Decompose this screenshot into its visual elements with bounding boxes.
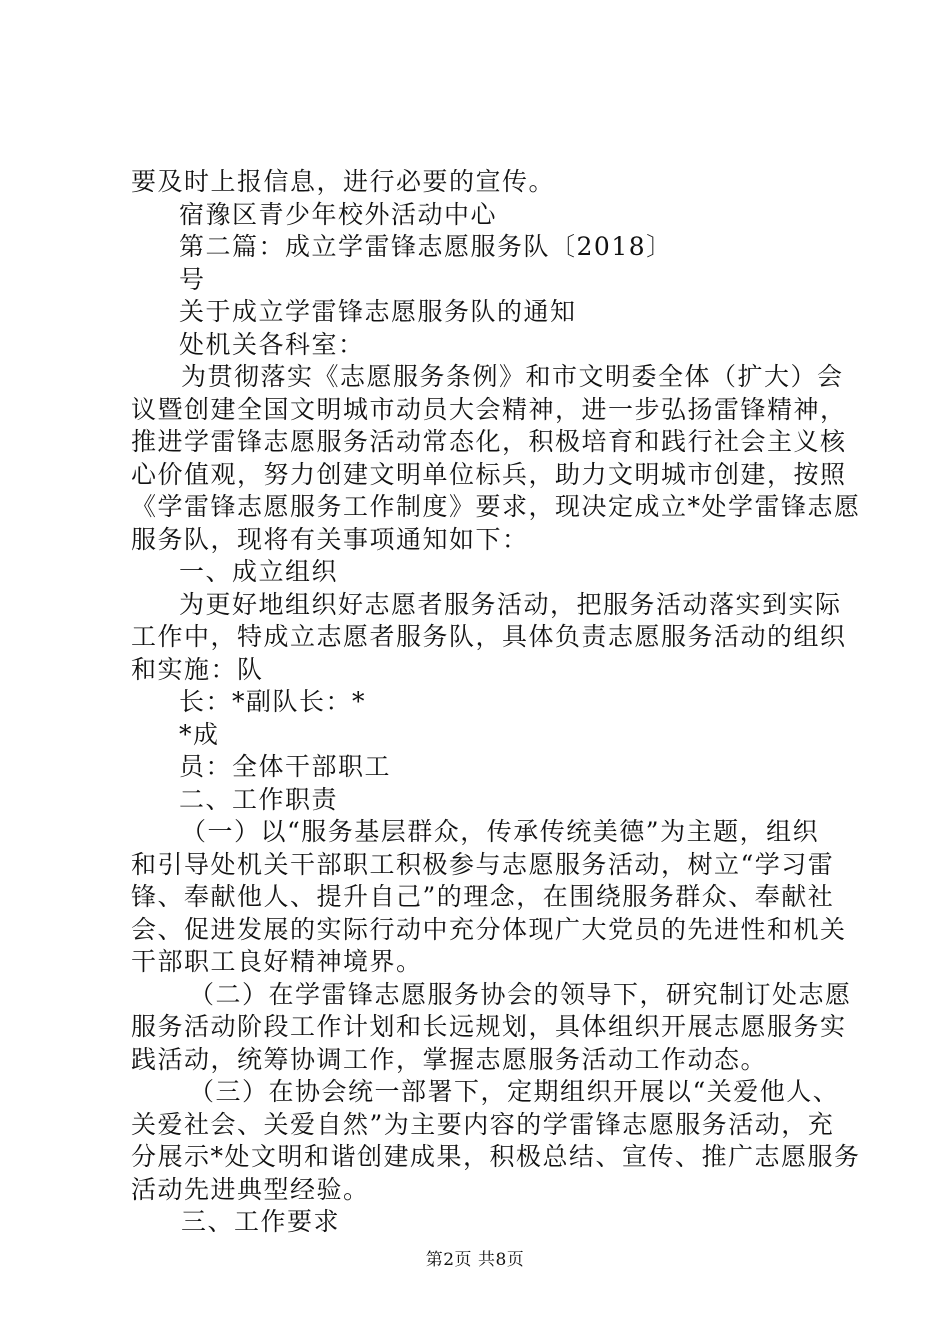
- text-line: 会、促进发展的实际行动中充分体现广大党员的先进性和机关: [131, 914, 847, 944]
- text-line: 分展示*处文明和谐创建成果，积极总结、宣传、推广志愿服务: [131, 1142, 861, 1171]
- text-line: *成: [179, 719, 220, 749]
- text-line: 心价值观，努力创建文明单位标兵，助力文明城市创建，按照: [131, 459, 847, 489]
- text-line: 二、工作职责: [179, 784, 339, 814]
- text-line: 锋、奉献他人、提升自己”的理念，在围绕服务群众、奉献社: [131, 882, 835, 911]
- text-line: 三、工作要求: [181, 1207, 341, 1236]
- text-line: 处机关各科室：: [179, 329, 365, 359]
- text-line: 推进学雷锋志愿服务活动常态化，积极培育和践行社会主义核: [131, 427, 847, 456]
- text-line: 长：*副队长：*: [179, 687, 367, 716]
- text-line: 号: [179, 264, 206, 294]
- text-line: 服务活动阶段工作计划和长远规划，具体组织开展志愿服务实: [131, 1012, 847, 1041]
- text-line: 第二篇：成立学雷锋志愿服务队〔2018〕: [179, 232, 673, 261]
- text-line: 员：全体干部职工: [179, 752, 392, 781]
- text-line: 要及时上报信息，进行必要的宣传。: [131, 167, 556, 196]
- text-line: 关于成立学雷锋志愿服务队的通知: [179, 297, 577, 326]
- text-line: 议暨创建全国文明城市动员大会精神，进一步弘扬雷锋精神，: [131, 394, 847, 424]
- text-line: （三）在协会统一部署下，定期组织开展以“关爱他人、: [189, 1077, 840, 1106]
- text-line: 和引导处机关干部职工积极参与志愿服务活动，树立“学习雷: [131, 849, 835, 879]
- text-line: （一）以“服务基层群众，传承传统美德”为主题，组织: [181, 817, 820, 846]
- text-line: （二）在学雷锋志愿服务协会的领导下，研究制订处志愿: [189, 979, 852, 1009]
- text-line: 《学雷锋志愿服务工作制度》要求，现决定成立*处学雷锋志愿: [131, 492, 861, 521]
- text-line: 干部职工良好精神境界。: [131, 947, 423, 976]
- document-body: [131, 166, 861, 1239]
- text-line: 和实施：队: [131, 654, 264, 684]
- text-line: 活动先进典型经验。: [131, 1174, 370, 1204]
- text-line: 宿豫区青少年校外活动中心: [179, 199, 498, 229]
- text-line: 为更好地组织好志愿者服务活动，把服务活动落实到实际: [179, 589, 842, 619]
- text-line: 为贯彻落实《志愿服务条例》和市文明委全体（扩大）会: [181, 362, 844, 391]
- text-line: 一、成立组织: [179, 557, 339, 586]
- text-line: 关爱社会、关爱自然”为主要内容的学雷锋志愿服务活动，充: [131, 1109, 835, 1139]
- text-line: 工作中，特成立志愿者服务队，具体负责志愿服务活动的组织: [131, 622, 847, 651]
- page-footer: 第2页 共8页: [425, 1250, 525, 1270]
- text-line: 践活动，统筹协调工作，掌握志愿服务活动工作动态。: [131, 1044, 768, 1074]
- text-line: 服务队，现将有关事项通知如下：: [131, 524, 529, 554]
